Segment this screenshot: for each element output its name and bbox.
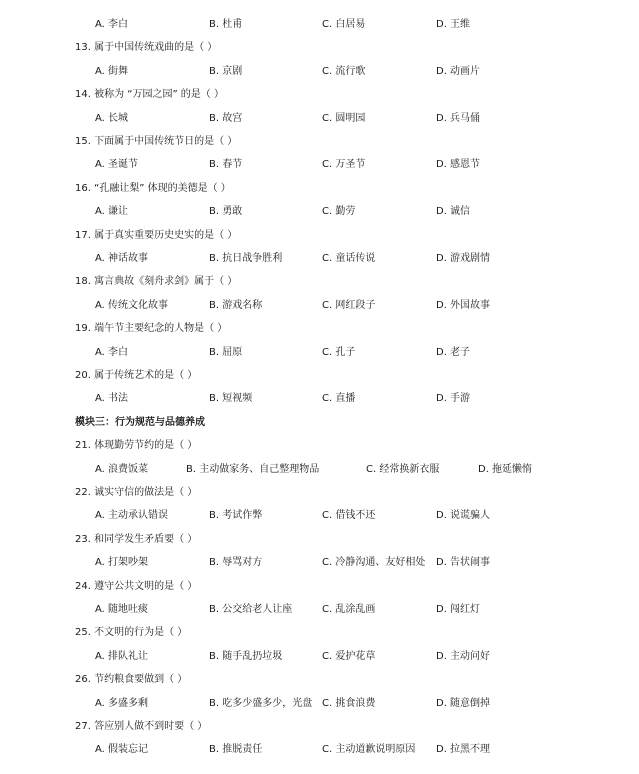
question-stem: 18. 寓言典故《刻舟求剑》属于（ ） — [75, 276, 238, 288]
option-a: A. 传统文化故事 — [95, 299, 169, 311]
option-c: C. 直播 — [322, 393, 356, 405]
options-row — [0, 508, 639, 524]
option-c: C. 万圣节 — [322, 159, 366, 171]
option-d: D. 诚信 — [436, 206, 471, 218]
options-row — [0, 555, 639, 571]
options-row — [0, 742, 639, 758]
option-a: A. 书法 — [95, 393, 129, 405]
option-c: C. 圆明园 — [322, 112, 366, 124]
option-b: B. 随手乱扔垃圾 — [209, 650, 283, 662]
question-stem: 13. 属于中国传统戏曲的是（ ） — [75, 42, 218, 54]
option-c: C. 挑食浪费 — [322, 697, 376, 709]
option-d: D. 告状闹事 — [436, 557, 491, 569]
option-c: C. 流行歌 — [322, 65, 366, 77]
question-stem: 16. “孔融让梨” 体现的美德是（ ） — [75, 182, 231, 194]
question-stem: 14. 被称为 “万园之园” 的是（ ） — [75, 89, 224, 101]
option-a: A. 多盛多剩 — [95, 697, 149, 709]
option-a: A. 圣诞节 — [95, 159, 139, 171]
question-stem: 22. 诚实守信的做法是（ ） — [75, 487, 198, 498]
options-row — [0, 391, 639, 407]
question-stem: 24. 遵守公共文明的是（ ） — [75, 580, 198, 592]
question-stem: 20. 属于传统艺术的是（ ） — [75, 370, 198, 381]
question-stem: 23. 和同学发生矛盾要（ ） — [75, 533, 198, 545]
option-c: C. 爱护花草 — [322, 650, 376, 662]
options-row — [0, 157, 639, 173]
section-heading: 模块三：行为规范与品德养成 — [75, 416, 205, 428]
option-d: D. 随意倒掉 — [436, 697, 491, 709]
option-b: B. 游戏名称 — [209, 299, 263, 311]
question-stem: 21. 体现勤劳节约的是（ ） — [75, 440, 198, 452]
option-b: B. 公交给老人让座 — [209, 604, 293, 615]
option-a: A. 排队礼让 — [95, 650, 149, 662]
options-row — [0, 345, 639, 361]
option-a: A. 主动承认错误 — [95, 510, 169, 522]
option-d: D. 拉黑不理 — [436, 744, 491, 756]
option-d: D. 王维 — [436, 19, 471, 30]
question-stem: 15. 下面属于中国传统节日的是（ ） — [75, 136, 238, 147]
option-d: D. 外国故事 — [436, 299, 491, 311]
option-b: B. 吃多少盛多少，光盘 — [209, 697, 313, 709]
option-c: C. 孔子 — [322, 346, 356, 358]
option-b: B. 辱骂对方 — [209, 557, 263, 569]
options-row — [0, 602, 639, 618]
option-d: D. 游戏剧情 — [436, 253, 491, 264]
option-b: B. 抗日战争胜利 — [209, 253, 283, 264]
options-row — [0, 17, 639, 33]
option-b: B. 勇敢 — [209, 206, 243, 218]
option-c: C. 冷静沟通、友好相处 — [322, 557, 426, 569]
options-row — [0, 111, 639, 127]
option-c: C. 童话传说 — [322, 253, 376, 264]
option-a: A. 街舞 — [95, 65, 129, 77]
option-c: C. 网红段子 — [322, 299, 376, 311]
options-row — [0, 204, 639, 220]
option-b: B. 故宫 — [209, 112, 243, 124]
option-d: D. 拖延懒惰 — [478, 463, 533, 475]
option-d: D. 主动问好 — [436, 650, 491, 662]
option-b: B. 推脱责任 — [209, 744, 263, 756]
question-stem: 25. 不文明的行为是（ ） — [75, 627, 188, 639]
options-row — [0, 462, 639, 478]
option-c: C. 乱涂乱画 — [322, 604, 376, 615]
option-c: C. 白居易 — [322, 19, 366, 30]
options-row — [0, 298, 639, 314]
option-a: A. 假装忘记 — [95, 744, 149, 756]
question-stem: 19. 端午节主要纪念的人物是（ ） — [75, 323, 228, 335]
option-d: D. 手游 — [436, 393, 471, 405]
option-a: A. 随地吐痰 — [95, 604, 149, 615]
option-d: D. 说谎骗人 — [436, 510, 491, 522]
option-b: B. 考试作弊 — [209, 510, 263, 522]
option-c: C. 借钱不还 — [322, 510, 376, 522]
question-stem: 27. 答应别人做不到时要（ ） — [75, 721, 208, 732]
option-a: A. 长城 — [95, 112, 129, 124]
options-row — [0, 696, 639, 712]
option-d: D. 闯红灯 — [436, 604, 481, 615]
option-c: C. 经常换新衣服 — [366, 463, 440, 475]
option-a: A. 浪费饭菜 — [95, 463, 149, 475]
option-d: D. 兵马俑 — [436, 112, 481, 124]
option-b: B. 短视频 — [209, 393, 253, 405]
question-stem: 17. 属于真实重要历史史实的是（ ） — [75, 229, 238, 241]
option-c: C. 勤劳 — [322, 206, 356, 218]
option-d: D. 动画片 — [436, 65, 481, 77]
options-row — [0, 649, 639, 665]
option-b: B. 杜甫 — [209, 19, 243, 30]
option-d: D. 老子 — [436, 346, 471, 358]
option-a: A. 李白 — [95, 346, 129, 358]
option-c: C. 主动道歉说明原因 — [322, 744, 416, 756]
option-b: B. 屈原 — [209, 346, 243, 358]
option-b: B. 京剧 — [209, 65, 243, 77]
options-row — [0, 251, 639, 267]
option-d: D. 感恩节 — [436, 159, 481, 171]
question-stem: 26. 节约粮食要做到（ ） — [75, 674, 188, 686]
options-row — [0, 64, 639, 80]
option-a: A. 打架吵架 — [95, 557, 149, 569]
option-b: B. 主动做家务、自己整理物品 — [186, 463, 320, 475]
option-a: A. 神话故事 — [95, 253, 149, 264]
option-b: B. 春节 — [209, 159, 243, 171]
option-a: A. 李白 — [95, 19, 129, 30]
option-a: A. 谦让 — [95, 206, 129, 218]
